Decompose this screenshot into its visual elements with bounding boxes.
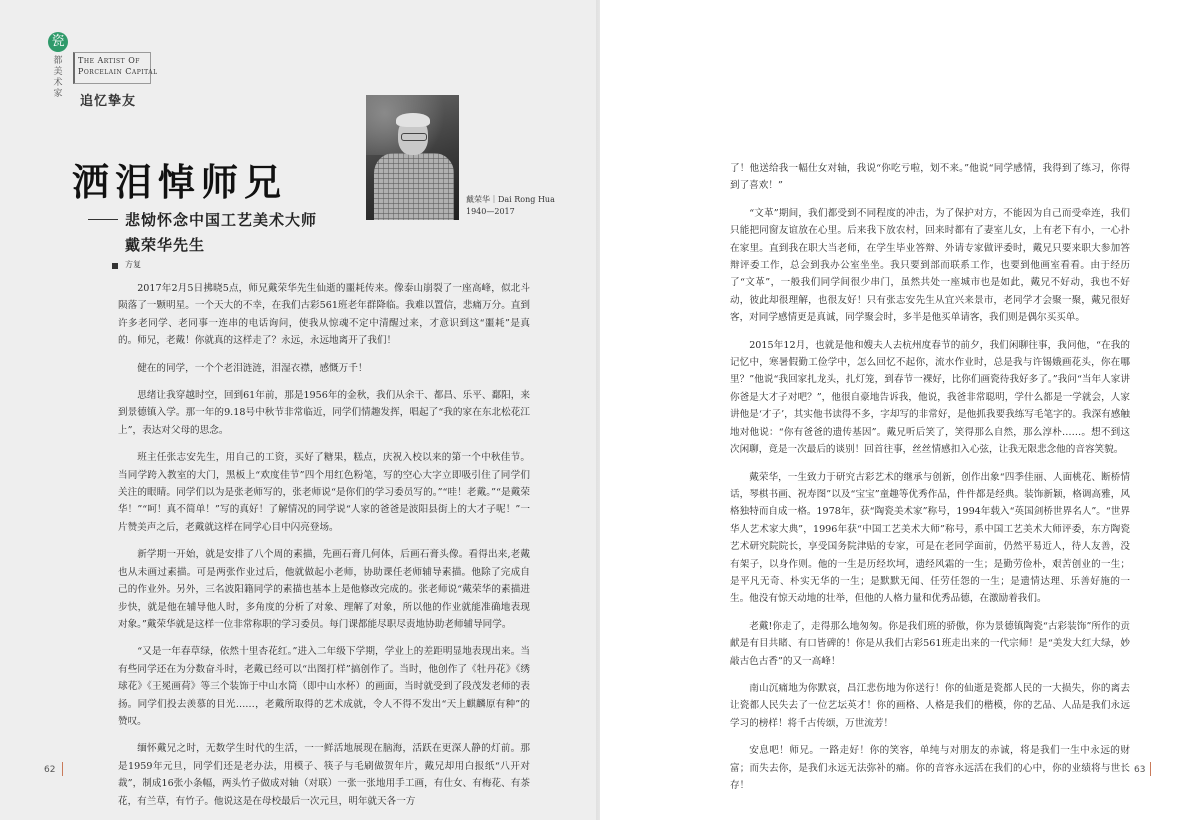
body-paragraph: 了！他送给我一幅仕女对轴，我说“你吃亏啦，划不来。”他说“同学感情，我得到了练习，你得到了喜欢！” xyxy=(730,163,1130,192)
body-paragraph: 戴荣华，一生致力于研究古彩艺术的继承与创新，创作出象“四季佳丽、人面桃花、断桥情话，琴棋书画、祝寿图”以及“宝宝”童趣等优秀作品，件件都是经典。装饰新颖，格调高雅，风格独特而自成一格。1978年，获“陶瓷美术家”称号，1994年载入“英国剑桥世界名人”。“世界华人艺术家大典”，1996年获“中国工艺美术大师”称号，系中国工艺美术大师评委，东方陶瓷艺术研究院院长，享受国务院津贴的专家，可是在老同学面前，仍然平易近人，待人友善，没有架子，以身作则。他的一生是历经坎坷，遗经风霜的一生；是勤劳俭朴，艰苦创业的一生；是平凡无奇、朴实无华的一生；是默默无闻、任劳任怨的一生；是遗情达理、乐善好施的一生。他没有惊天动地的壮举，但他的人格力量和优秀品德，在激励着我们。 xyxy=(730,471,1130,605)
body-paragraph: 2015年12月，也就是他和嫂夫人去杭州度春节的前夕，我们闲聊往事，我问他，“在我的记忆中，寒暑假勤工俭学中，怎么回忆不起你，流水作业时，总是我与许锡娥画花头，你在哪里？”他说“我回家扎龙头，扎灯笼，到春节一裸好，比你们画瓷待我好多了。”我问“当年人家讲你爸是大才子对吧？”，他很自豪地告诉我，他说，我爸非常聪明，学什么都是一学就会，人家讲他是‘才子’，其实他书读得不多，字却写的非常好，是他抓我要我练写毛笔字的。我深有感触地对他说：“你有爸爸的遗传基因”。戴兄听后笑了，笑得那么自然，那么淳朴……。想不到这次闲聊，竟是一次最后的谈别！回首往事，丝丝情感扣入心弦，让我无限悲念他的音容笑貌。 xyxy=(730,339,1130,456)
body-paragraph: 健在的同学，一个个老泪涟涟，泪湿衣襟，感慨万千！ xyxy=(137,362,368,374)
photo-caption-years: 1940—2017 xyxy=(466,207,515,216)
article-title: 洒泪悼师兄 xyxy=(72,161,287,204)
body-paragraph: 老戴!你走了，走得那么地匆匆。你是我们班的骄傲，你为景德镇陶瓷“古彩装饰”所作的贡献是有目共睹、有口皆碑的！你是从我们古彩561班走出来的一代宗师！是“美发大红大绿，妙敲古色古香”的又一高峰！ xyxy=(730,620,1130,667)
column-badge: 瓷 xyxy=(48,32,68,52)
vertical-tag-char: 都 xyxy=(53,56,63,66)
body-paragraph: 安息吧！师兄。一路走好！你的笑容，单纯与对朋友的赤诚，将是我们一生中永远的财富；而失去你，是我们永远无法弥补的痛。你的音容永远活在我们的心中，你的业绩将与世长存！ xyxy=(730,745,1130,791)
portrait-photo xyxy=(366,95,459,220)
body-paragraph: 2017年2月5日拂晓5点，师兄戴荣华先生仙逝的噩耗传来。像泰山崩裂了一座高峰，似北斗陨落了一颗明星。一个天大的不幸，在我们古彩561班老年群降临。我难以置信，悲痛万分。直到许多老同学、老同事一连串的电话询问，使我从惊魂不定中清醒过来，才意识到这“噩耗”是真的。师兄，老戴！你就真的这样走了？永远，永远地离开了我们！ xyxy=(118,283,530,347)
body-paragraph: 新学期一开始，就是安排了八个周的素描，先画石膏几何体，后画石膏头像。看得出来,老戴也从未画过素描。可是两张作业过后，他就做起小老师，协助课任老师辅导素描。他除了完成自己的作业外。另外，三名波阳籍同学的素描也基本上是他修改完成的。张老师说“戴荣华的素描进步快，就是他在辅导他人时，多角度的分析了对象、理解了对象，所以他的作业就能准确地表现对象。”戴荣华就是这样一位非常称职的学习委员。每门课都能尽职尽责地协助老师辅导同学。 xyxy=(118,549,530,630)
body-paragraph: “文革”期间，我们都受到不同程度的冲击，为了保护对方，不能因为自己而受牵连，我们只能把同窗友谊放在心里。后来我下放农村，回来时都有了妻室儿女，上有老下有小，一心扑在家里。直到我在职大当老师，在学生毕业答辩、外请专家做评委时，戴兄只要来职大参加答辩评委工作，总会到我办公室坐坐。我只要到部而联系工作，也要到他画室看看。由于经历了“文革”，一般我们同学间很少串门，虽然共处一座城市也是如此，戴兄不好动，我也不好动，彼此却很理解，也很友好！只有张志安先生从宜兴来景市，老同学才会聚一聚，戴兄很好客，对同学感情更是真诚，同学聚会时，多半是他买单请客，我们则是偶尔买买单。 xyxy=(730,207,1130,324)
author-name: 方复 xyxy=(125,260,141,269)
body-paragraph: 思绪让我穿越时空，回到61年前，那是1956年的金秋，我们从余干、都昌、乐平、鄱阳，来到景德镇入学。那一年的9.18号中秋节非常临近，同学们情趣发挥，唱起了“我的家在东北松花江上”，表达对父母的思念。 xyxy=(118,390,530,436)
page-number-left: 62 xyxy=(44,765,56,775)
right-page xyxy=(600,0,1200,820)
english-title-line: Porcelain Capital xyxy=(78,67,158,76)
subtitle-dash xyxy=(88,219,118,220)
vertical-tag-char: 术 xyxy=(53,78,63,88)
folio-rule xyxy=(62,762,63,776)
body-paragraph: 班主任张志安先生，用自己的工资，买好了糖果，糕点，庆祝入校以来的第一个中秋佳节。当同学跨入教室的大门，黑板上“欢度佳节”四个用红色粉笔，写的空心大字立即吸引住了同学们关注的眼睛。同学们以为是张老师写的，张老师说“是你们的学习委员写的。”“哇！老戴。”“是戴荣华！”“呵！真不简单！”写的真好！了解情况的同学说“人家的爸爸是波阳县街上的大才子呢！”一片赞美声之后，老戴就这样在同学心目中闪亮登场。 xyxy=(118,452,530,533)
body-paragraph: 缅怀戴兄之时，无数学生时代的生活，一一鲜活地展现在脑海，活跃在更深人静的灯前。那是1959年元旦，同学们还是老办法，用模子、筷子与毛刷做贺年片，戴兄却用白报纸“八开对裁”，制成16张小条幅，两头竹子做成对轴（对联）一张一张地用手工画，有仕女、有梅花、有茶花，有兰草，有竹子。他说这是在母校最后一次元旦，明年就天各一方 xyxy=(118,743,530,807)
left-body-text xyxy=(118,280,530,820)
folio-rule xyxy=(1150,762,1151,776)
right-body-text xyxy=(730,160,1130,804)
article-subtitle-name: 戴荣华先生 xyxy=(125,236,206,254)
author-marker xyxy=(112,263,118,269)
english-column-title xyxy=(78,55,158,77)
body-paragraph: “又是一年春草绿，依然十里杏花红。”进入二年级下学期，学业上的差距明显地表现出来。当有些同学还在为分数奋斗时，老戴已经可以“出图打样”搞创作了。当时，他创作了《牡丹花》《绣球花》《王冕画荷》等三个装饰于中山水筒（即中山水杯）的画面，当时就受到了段茂发老师的表扬。同学们投去羡慕的目光……，老戴所取得的艺术成就，令人不得不发出“天上麒麟原有种”的赞叹。 xyxy=(118,646,530,727)
english-title-line: The Artist Of xyxy=(78,56,140,65)
article-subtitle: 悲恸怀念中国工艺美术大师 xyxy=(125,211,318,229)
vertical-tag-char: 美 xyxy=(53,67,63,77)
page-number-right: 63 xyxy=(1134,765,1146,775)
body-paragraph: 南山沉痛地为你默哀，昌江悲伤地为你送行！你的仙逝是瓷都人民的一大损失，你的离去让瓷都人民失去了一位艺坛英才！你的画格、人格是我们的楷模，你的艺品、人品是我们永远学习的榜样！将千古传颂，万世流芳！ xyxy=(730,682,1130,729)
vertical-tag-char: 家 xyxy=(53,89,63,99)
photo-caption-name: 戴荣华｜Dai Rong Hua xyxy=(466,195,555,204)
series-name: 追忆挚友 xyxy=(80,94,137,109)
vertical-column-tag xyxy=(52,56,64,100)
